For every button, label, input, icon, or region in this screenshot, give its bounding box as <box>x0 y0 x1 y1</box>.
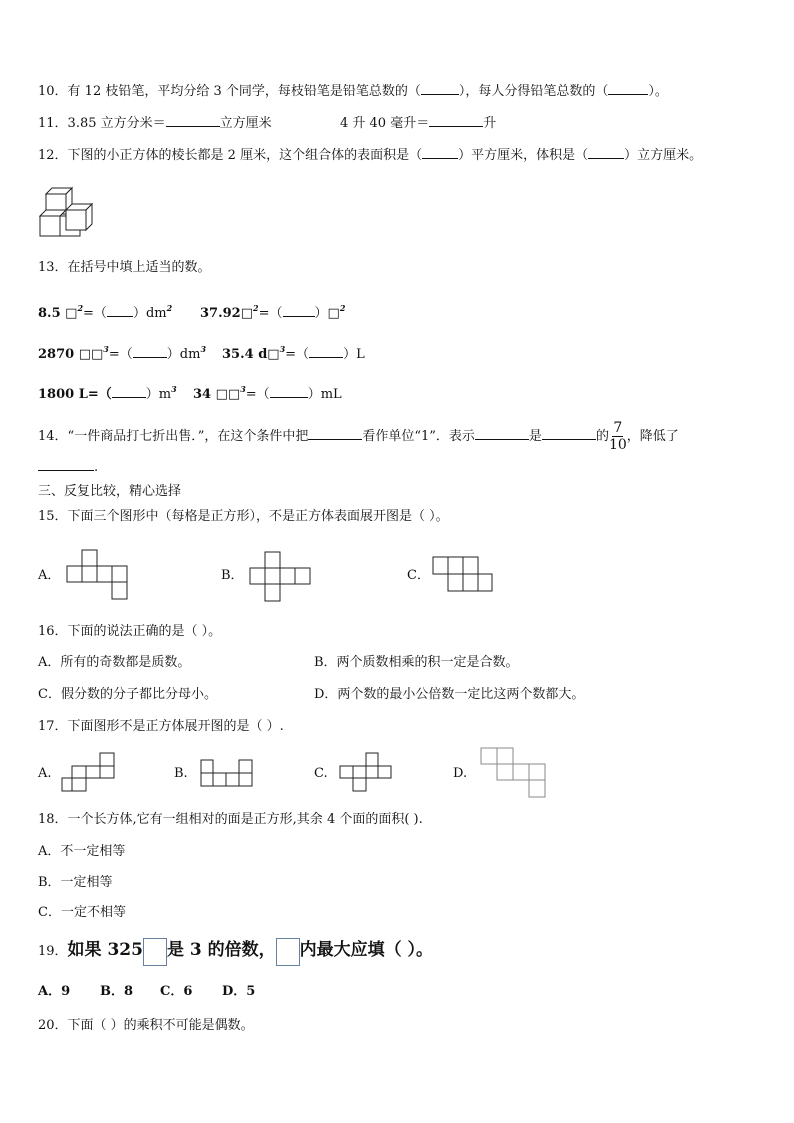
answer-blank[interactable] <box>308 427 362 440</box>
digit-box[interactable] <box>276 938 300 966</box>
unit-glyph: □ <box>267 347 280 362</box>
fraction-denominator: 10 <box>608 437 627 453</box>
answer-blank[interactable] <box>133 345 167 358</box>
q13-row-2-b <box>222 340 365 364</box>
question-number: 13． <box>38 260 68 275</box>
exponent: 3 <box>171 384 177 394</box>
equals: =（ <box>245 387 270 402</box>
answer-blank[interactable] <box>309 345 343 358</box>
unit-glyph: □□ <box>78 347 104 362</box>
net-figure-d[interactable] <box>480 747 546 799</box>
question-14 <box>38 420 679 453</box>
question-number: 12． <box>38 148 68 163</box>
option-a[interactable]: A．所有的奇数都是质数。 <box>38 655 191 670</box>
equals: =（ <box>108 347 133 362</box>
question-text: ），每人分得铅笔总数的（ <box>458 84 609 99</box>
unit: ）mL <box>307 387 342 402</box>
question-10 <box>38 82 668 101</box>
value: 2870 <box>38 347 79 362</box>
value: 37.92 <box>200 306 241 321</box>
answer-blank[interactable] <box>421 82 459 95</box>
question-text: 下面的说法正确的是（ ）。 <box>67 624 222 639</box>
exponent: 3 <box>103 344 109 354</box>
question-18 <box>38 811 423 829</box>
question-number: 16． <box>38 624 68 639</box>
question-text: 有 12 枝铅笔，平均分给 3 个同学，每枝铅笔是铅笔总数的（ <box>67 84 421 99</box>
answer-blank[interactable] <box>542 427 596 440</box>
answer-blank[interactable] <box>166 114 220 127</box>
question-number: 18． <box>38 812 68 827</box>
question-text: 3.85 立方分米＝ <box>67 116 166 131</box>
question-14-continued <box>38 458 98 477</box>
option-b[interactable]: B．一定相等 <box>38 875 113 890</box>
question-number: 19． <box>38 944 68 959</box>
question-number: 17． <box>38 719 68 734</box>
q13-row-1-b <box>200 299 345 323</box>
value: 1800 L=（ <box>38 387 112 402</box>
question-text: 下面（ ）的乘积不可能是偶数。 <box>67 1018 254 1033</box>
question-text: ）。 <box>648 84 668 99</box>
question-text: 下图的小正方体的棱长都是 2 厘米，这个组合体的表面积是（ <box>67 148 423 163</box>
question-20 <box>38 1017 254 1035</box>
answer-blank[interactable] <box>588 146 624 159</box>
option-a[interactable]: A．不一定相等 <box>38 844 126 859</box>
question-text: ，降低了 <box>626 429 679 444</box>
exponent: 3 <box>240 384 246 394</box>
option-c-label[interactable]: C． <box>407 568 430 583</box>
answer-blank[interactable] <box>270 385 308 398</box>
answer-blank[interactable] <box>38 458 94 471</box>
exponent: 2 <box>166 303 173 313</box>
question-text: 是 3 的倍数， <box>166 940 276 960</box>
question-number: 15． <box>38 509 68 524</box>
option-c[interactable]: C．6 <box>160 984 193 999</box>
net-figure-b[interactable] <box>200 759 256 789</box>
unit: ）dm <box>166 347 201 362</box>
q13-row-3-a <box>38 380 177 404</box>
question-text: ）平方厘米，体积是（ <box>458 148 589 163</box>
question-text: 一个长方体,它有一组相对的面是正方形,其余 4 个面的面积( ). <box>67 812 423 827</box>
q13-row-2-a <box>38 340 206 364</box>
option-c-label[interactable]: C. <box>314 766 328 781</box>
question-11-part-2 <box>340 114 496 133</box>
option-a[interactable]: A．9 <box>38 984 71 999</box>
question-16 <box>38 623 221 641</box>
unit: ）m <box>145 387 172 402</box>
question-text: 4 升 40 毫升＝ <box>340 116 430 131</box>
question-13 <box>38 259 211 277</box>
option-a-label[interactable]: A． <box>38 568 61 583</box>
equals: =（ <box>83 306 107 321</box>
cube-combination-figure <box>38 184 98 240</box>
unit: ）L <box>343 347 365 362</box>
unit: ） <box>314 306 328 321</box>
question-text: 升 <box>483 116 497 131</box>
question-number: 10． <box>38 84 68 99</box>
equals: =（ <box>285 347 310 362</box>
answer-blank[interactable] <box>283 304 315 317</box>
exponent: 2 <box>339 303 346 313</box>
question-text: “一件商品打七折出售．”，在这个条件中把 <box>67 429 309 444</box>
exponent: 2 <box>253 303 259 313</box>
question-text: 下面图形不是正方体展开图的是（ ）. <box>67 719 284 734</box>
option-d[interactable]: D．5 <box>222 984 256 999</box>
question-17 <box>38 718 284 736</box>
question-text: 在括号中填上适当的数。 <box>67 260 211 275</box>
answer-blank[interactable] <box>422 146 458 159</box>
digit-box[interactable] <box>143 938 167 966</box>
option-b-label[interactable]: B． <box>221 568 244 583</box>
question-15 <box>38 508 449 526</box>
fraction-numerator: 7 <box>613 420 623 436</box>
equals: =（ <box>258 306 283 321</box>
question-number: 11． <box>38 116 68 131</box>
option-c[interactable]: C．一定不相等 <box>38 905 126 920</box>
question-text: 看作单位“1”．表示 <box>362 429 475 444</box>
option-b[interactable]: B．8 <box>100 984 134 999</box>
net-figure-a[interactable] <box>61 752 117 792</box>
exponent: 3 <box>200 344 207 354</box>
option-c[interactable]: C．假分数的分子都比分母小。 <box>38 687 217 702</box>
question-text: 下面三个图形中（每格是正方形），不是正方体表面展开图是（ ）。 <box>67 509 449 524</box>
question-text: 如果 325 <box>67 940 143 960</box>
answer-blank[interactable] <box>429 114 483 127</box>
exponent: 2 <box>77 303 84 313</box>
option-d-label[interactable]: D. <box>453 766 468 781</box>
question-number: 20． <box>38 1018 68 1033</box>
section-title: 三、反复比较，精心选择 <box>38 484 182 499</box>
net-figure-c[interactable] <box>339 752 395 792</box>
question-text: 立方厘米 <box>219 116 272 131</box>
value: 34 <box>193 387 216 402</box>
net-figure-a[interactable] <box>67 549 127 601</box>
option-a-label[interactable]: A. <box>38 766 52 781</box>
question-text: 内最大应填（ ）。 <box>299 940 434 960</box>
exponent: 3 <box>279 344 286 354</box>
unit-glyph: □ <box>327 306 340 321</box>
question-text: 的 <box>595 429 609 444</box>
question-text: ）立方厘米。 <box>624 148 703 163</box>
net-figure-c[interactable] <box>433 556 493 592</box>
question-text: . <box>94 460 99 475</box>
answer-blank[interactable] <box>107 304 133 317</box>
value: 35.4 d <box>222 347 268 362</box>
question-text: 是 <box>528 429 542 444</box>
q13-row-3-b <box>193 380 342 404</box>
unit: ）dm <box>132 306 167 321</box>
question-19 <box>38 935 433 967</box>
unit-glyph: □ <box>240 306 254 321</box>
answer-blank[interactable] <box>608 82 648 95</box>
option-d[interactable]: D．两个数的最小公倍数一定比这两个数都大。 <box>314 687 585 702</box>
question-number: 14． <box>38 429 68 444</box>
unit-glyph: □ <box>65 306 78 321</box>
value: 8.5 <box>38 306 66 321</box>
option-b-label[interactable]: B. <box>174 766 188 781</box>
question-11 <box>38 114 272 133</box>
answer-blank[interactable] <box>112 385 146 398</box>
unit-glyph: □□ <box>215 387 241 402</box>
q13-row-1-a <box>38 299 172 323</box>
fraction-seven-tenths <box>609 420 627 453</box>
net-figure-b[interactable] <box>250 551 310 603</box>
answer-blank[interactable] <box>475 427 529 440</box>
question-12 <box>38 146 702 165</box>
option-b[interactable]: B．两个质数相乘的积一定是合数。 <box>314 655 519 670</box>
